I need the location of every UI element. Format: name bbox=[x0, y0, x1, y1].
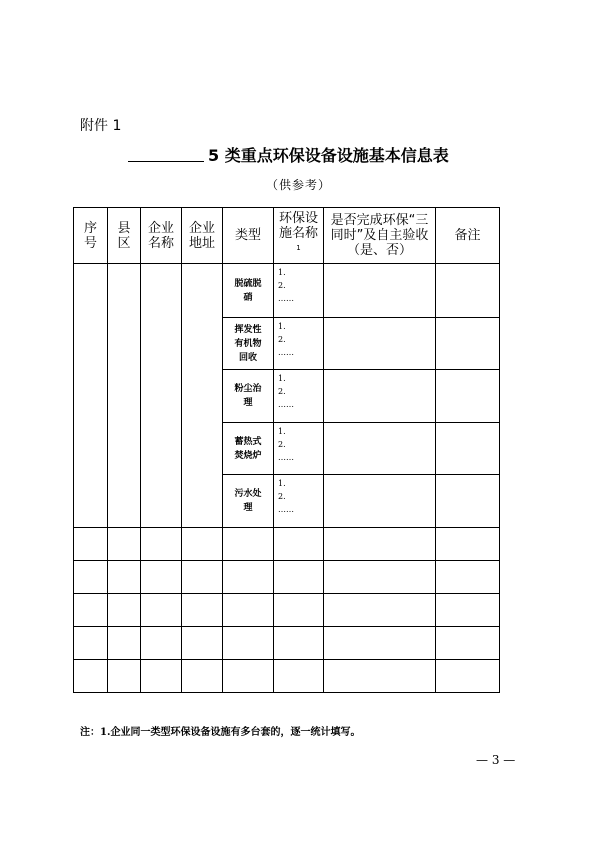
blank-cell bbox=[324, 528, 436, 561]
type-label: 蓄热式焚烧炉 bbox=[234, 436, 262, 461]
facility-item: 2. bbox=[278, 281, 286, 290]
blank-cell bbox=[324, 627, 436, 660]
blank-cell bbox=[182, 528, 223, 561]
blank-cell bbox=[436, 561, 500, 594]
type-label-cell bbox=[223, 475, 274, 528]
info-table bbox=[73, 207, 500, 693]
facility-item: …… bbox=[278, 400, 294, 409]
remark-cell bbox=[436, 475, 500, 528]
type-label: 粉尘治理 bbox=[234, 384, 262, 408]
type-row bbox=[74, 264, 500, 318]
header-company-name: 企业名称 bbox=[141, 208, 182, 264]
type-label-cell bbox=[223, 318, 274, 370]
blank-cell bbox=[324, 561, 436, 594]
blank-cell bbox=[108, 660, 141, 693]
blank-cell bbox=[436, 627, 500, 660]
blank-cell bbox=[324, 660, 436, 693]
blank-cell bbox=[108, 528, 141, 561]
blank-cell bbox=[182, 660, 223, 693]
facility-names-cell bbox=[274, 318, 324, 370]
blank-cell bbox=[274, 660, 324, 693]
blank-cell bbox=[274, 528, 324, 561]
facility-item: 2. bbox=[278, 387, 286, 396]
type-label: 污水处理 bbox=[234, 489, 262, 513]
facility-item: 1. bbox=[278, 322, 286, 331]
blank-cell bbox=[182, 627, 223, 660]
facility-names-cell bbox=[274, 370, 324, 423]
blank-cell bbox=[436, 594, 500, 627]
blank-row bbox=[74, 561, 500, 594]
blank-row bbox=[74, 594, 500, 627]
blank-cell bbox=[223, 561, 274, 594]
facility-item: …… bbox=[278, 348, 294, 357]
blank-cell bbox=[223, 528, 274, 561]
page-title: 5 类重点环保设备设施基本信息表 bbox=[208, 146, 449, 165]
page-subtitle: （供参考） bbox=[265, 178, 331, 192]
blank-cell bbox=[74, 660, 108, 693]
header-seq: 序号 bbox=[74, 208, 108, 264]
header-facility-name: 环保设施名称$^1$ bbox=[274, 208, 324, 264]
blank-cell bbox=[74, 561, 108, 594]
facility-item: 1. bbox=[278, 374, 286, 383]
blank-cell bbox=[274, 627, 324, 660]
blank-row bbox=[74, 528, 500, 561]
blank-cell bbox=[141, 561, 182, 594]
page-number: — 3 — bbox=[476, 753, 516, 767]
blank-cell bbox=[108, 627, 141, 660]
blank-row bbox=[74, 627, 500, 660]
header-three-simultaneous: 是否完成环保“三同时”及自主验收（是、否） bbox=[324, 208, 436, 264]
blank-cell bbox=[274, 594, 324, 627]
facility-item: …… bbox=[278, 505, 294, 514]
blank-cell bbox=[108, 561, 141, 594]
facility-item: 1. bbox=[278, 268, 286, 277]
merged-cell bbox=[74, 264, 108, 528]
facility-item: 1. bbox=[278, 427, 286, 436]
blank-cell bbox=[223, 627, 274, 660]
facility-names-cell bbox=[274, 423, 324, 475]
remark-cell bbox=[436, 370, 500, 423]
type-label: 挥发性有机物回收 bbox=[234, 324, 262, 363]
header-row bbox=[74, 208, 500, 264]
footnote: 注：1.企业同一类型环保设备设施有多台套的，逐一统计填写。 bbox=[80, 727, 361, 738]
remark-cell bbox=[436, 423, 500, 475]
three-simultaneous-cell bbox=[324, 475, 436, 528]
blank-cell bbox=[182, 594, 223, 627]
blank-cell bbox=[141, 594, 182, 627]
blank-cell bbox=[74, 627, 108, 660]
blank-cell bbox=[436, 660, 500, 693]
type-label: 脱硫脱硝 bbox=[234, 278, 262, 303]
merged-cell bbox=[182, 264, 223, 528]
header-type: 类型 bbox=[223, 208, 274, 264]
blank-cell bbox=[223, 660, 274, 693]
facility-item: …… bbox=[278, 453, 294, 462]
blank-cell bbox=[141, 627, 182, 660]
header-company-address: 企业地址 bbox=[182, 208, 223, 264]
type-label-cell bbox=[223, 423, 274, 475]
blank-cell bbox=[108, 594, 141, 627]
remark-cell bbox=[436, 318, 500, 370]
blank-cell bbox=[141, 528, 182, 561]
blank-cell bbox=[74, 594, 108, 627]
blank-cell bbox=[74, 528, 108, 561]
merged-cell bbox=[141, 264, 182, 528]
three-simultaneous-cell bbox=[324, 318, 436, 370]
three-simultaneous-cell bbox=[324, 264, 436, 318]
three-simultaneous-cell bbox=[324, 423, 436, 475]
header-remark: 备注 bbox=[436, 208, 500, 264]
facility-item: 2. bbox=[278, 440, 286, 449]
merged-cell bbox=[108, 264, 141, 528]
blank-row bbox=[74, 660, 500, 693]
facility-names-cell bbox=[274, 475, 324, 528]
header-county: 县区 bbox=[108, 208, 141, 264]
facility-names-cell bbox=[274, 264, 324, 318]
blank-cell bbox=[436, 528, 500, 561]
type-label-cell bbox=[223, 370, 274, 423]
three-simultaneous-cell bbox=[324, 370, 436, 423]
facility-item: …… bbox=[278, 294, 294, 303]
type-label-cell bbox=[223, 264, 274, 318]
blank-cell bbox=[223, 594, 274, 627]
blank-cell bbox=[324, 594, 436, 627]
facility-item: 2. bbox=[278, 335, 286, 344]
blank-cell bbox=[141, 660, 182, 693]
title-underline bbox=[128, 161, 204, 162]
remark-cell bbox=[436, 264, 500, 318]
blank-cell bbox=[274, 561, 324, 594]
facility-item: 2. bbox=[278, 492, 286, 501]
annex-label: 附件 1 bbox=[80, 118, 122, 134]
facility-item: 1. bbox=[278, 479, 286, 488]
blank-cell bbox=[182, 561, 223, 594]
